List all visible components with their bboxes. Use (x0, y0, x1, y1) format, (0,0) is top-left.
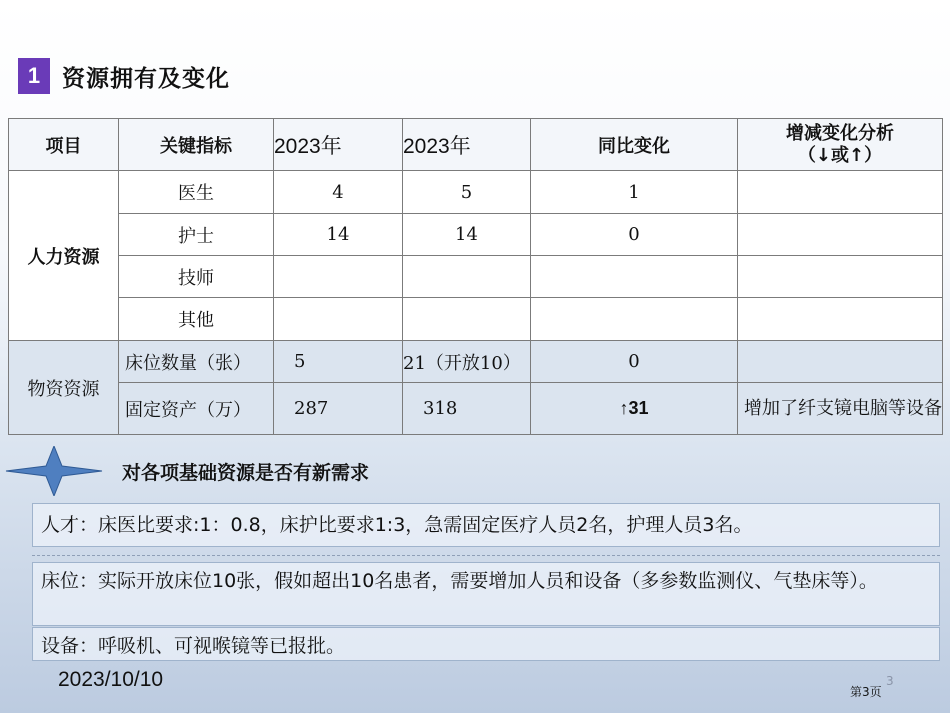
subtitle: 对各项基础资源是否有新需求 (122, 461, 370, 484)
cell-year-1 (274, 298, 403, 341)
cell-indicator: 护士 (119, 214, 274, 256)
note-beds: 床位：实际开放床位10张，假如超出10名患者，需要增加人员和设备（多参数监测仪、气垫床等）。 (32, 562, 940, 626)
header-analysis-line2: （↓或↑） (797, 144, 883, 166)
cell-analysis (738, 214, 943, 256)
cell-year-1: 4 (274, 171, 403, 214)
group-human-resources: 人力资源 (9, 171, 119, 341)
cell-indicator: 技师 (119, 256, 274, 298)
table-row (9, 214, 943, 256)
slide-header (18, 58, 230, 94)
section-number-badge: 1 (18, 58, 50, 94)
cell-year-2: 5 (403, 171, 531, 214)
cell-year-1: 287 (274, 383, 403, 435)
subtitle-row (4, 446, 369, 496)
header-analysis-line1: 增减变化分析 (786, 122, 894, 144)
header-indicator: 关键指标 (119, 119, 274, 171)
cell-indicator: 床位数量（张） (119, 341, 274, 383)
cell-analysis (738, 171, 943, 214)
divider (32, 555, 940, 556)
table-row (9, 383, 943, 435)
footer-date: 2023/10/10 (58, 668, 164, 691)
note-talent: 人才：床医比要求:1：0.8，床护比要求1:3，急需固定医疗人员2名，护理人员3名。 (32, 503, 940, 547)
cell-change: 0 (531, 214, 738, 256)
table-row (9, 341, 943, 383)
cell-year-2 (403, 298, 531, 341)
cell-indicator: 医生 (119, 171, 274, 214)
cell-indicator: 其他 (119, 298, 274, 341)
cell-analysis (738, 341, 943, 383)
table-row (9, 171, 943, 214)
group-material-resources: 物资资源 (9, 341, 119, 435)
cell-year-2: 318 (403, 383, 531, 435)
cell-indicator: 固定资产（万） (119, 383, 274, 435)
cell-year-2 (403, 256, 531, 298)
header-year-1: 2023年 (274, 119, 403, 171)
cell-analysis: 增加了纤支镜电脑等设备 (738, 383, 943, 435)
cell-year-1 (274, 256, 403, 298)
cell-analysis (738, 298, 943, 341)
table-row (9, 256, 943, 298)
header-analysis (738, 119, 943, 171)
cell-year-2: 21（开放10） (403, 341, 531, 383)
cell-change (531, 298, 738, 341)
footer-slide-number: 3 (886, 674, 894, 688)
resources-table (8, 118, 943, 435)
table-header-row (9, 119, 943, 171)
cell-year-1: 5 (274, 341, 403, 383)
cell-year-2: 14 (403, 214, 531, 256)
header-item: 项目 (9, 119, 119, 171)
cell-year-1: 14 (274, 214, 403, 256)
four-point-star-icon (4, 446, 104, 496)
cell-change: 1 (531, 171, 738, 214)
header-change: 同比变化 (531, 119, 738, 171)
cell-change (531, 256, 738, 298)
table-row (9, 298, 943, 341)
footer-page-label: 第3页 (850, 685, 882, 699)
note-equipment: 设备：呼吸机、可视喉镜等已报批。 (32, 627, 940, 661)
cell-analysis (738, 256, 943, 298)
header-year-2: 2023年 (403, 119, 531, 171)
cell-change: ↑31 (531, 383, 738, 435)
cell-change: 0 (531, 341, 738, 383)
slide-title: 资源拥有及变化 (62, 65, 230, 92)
